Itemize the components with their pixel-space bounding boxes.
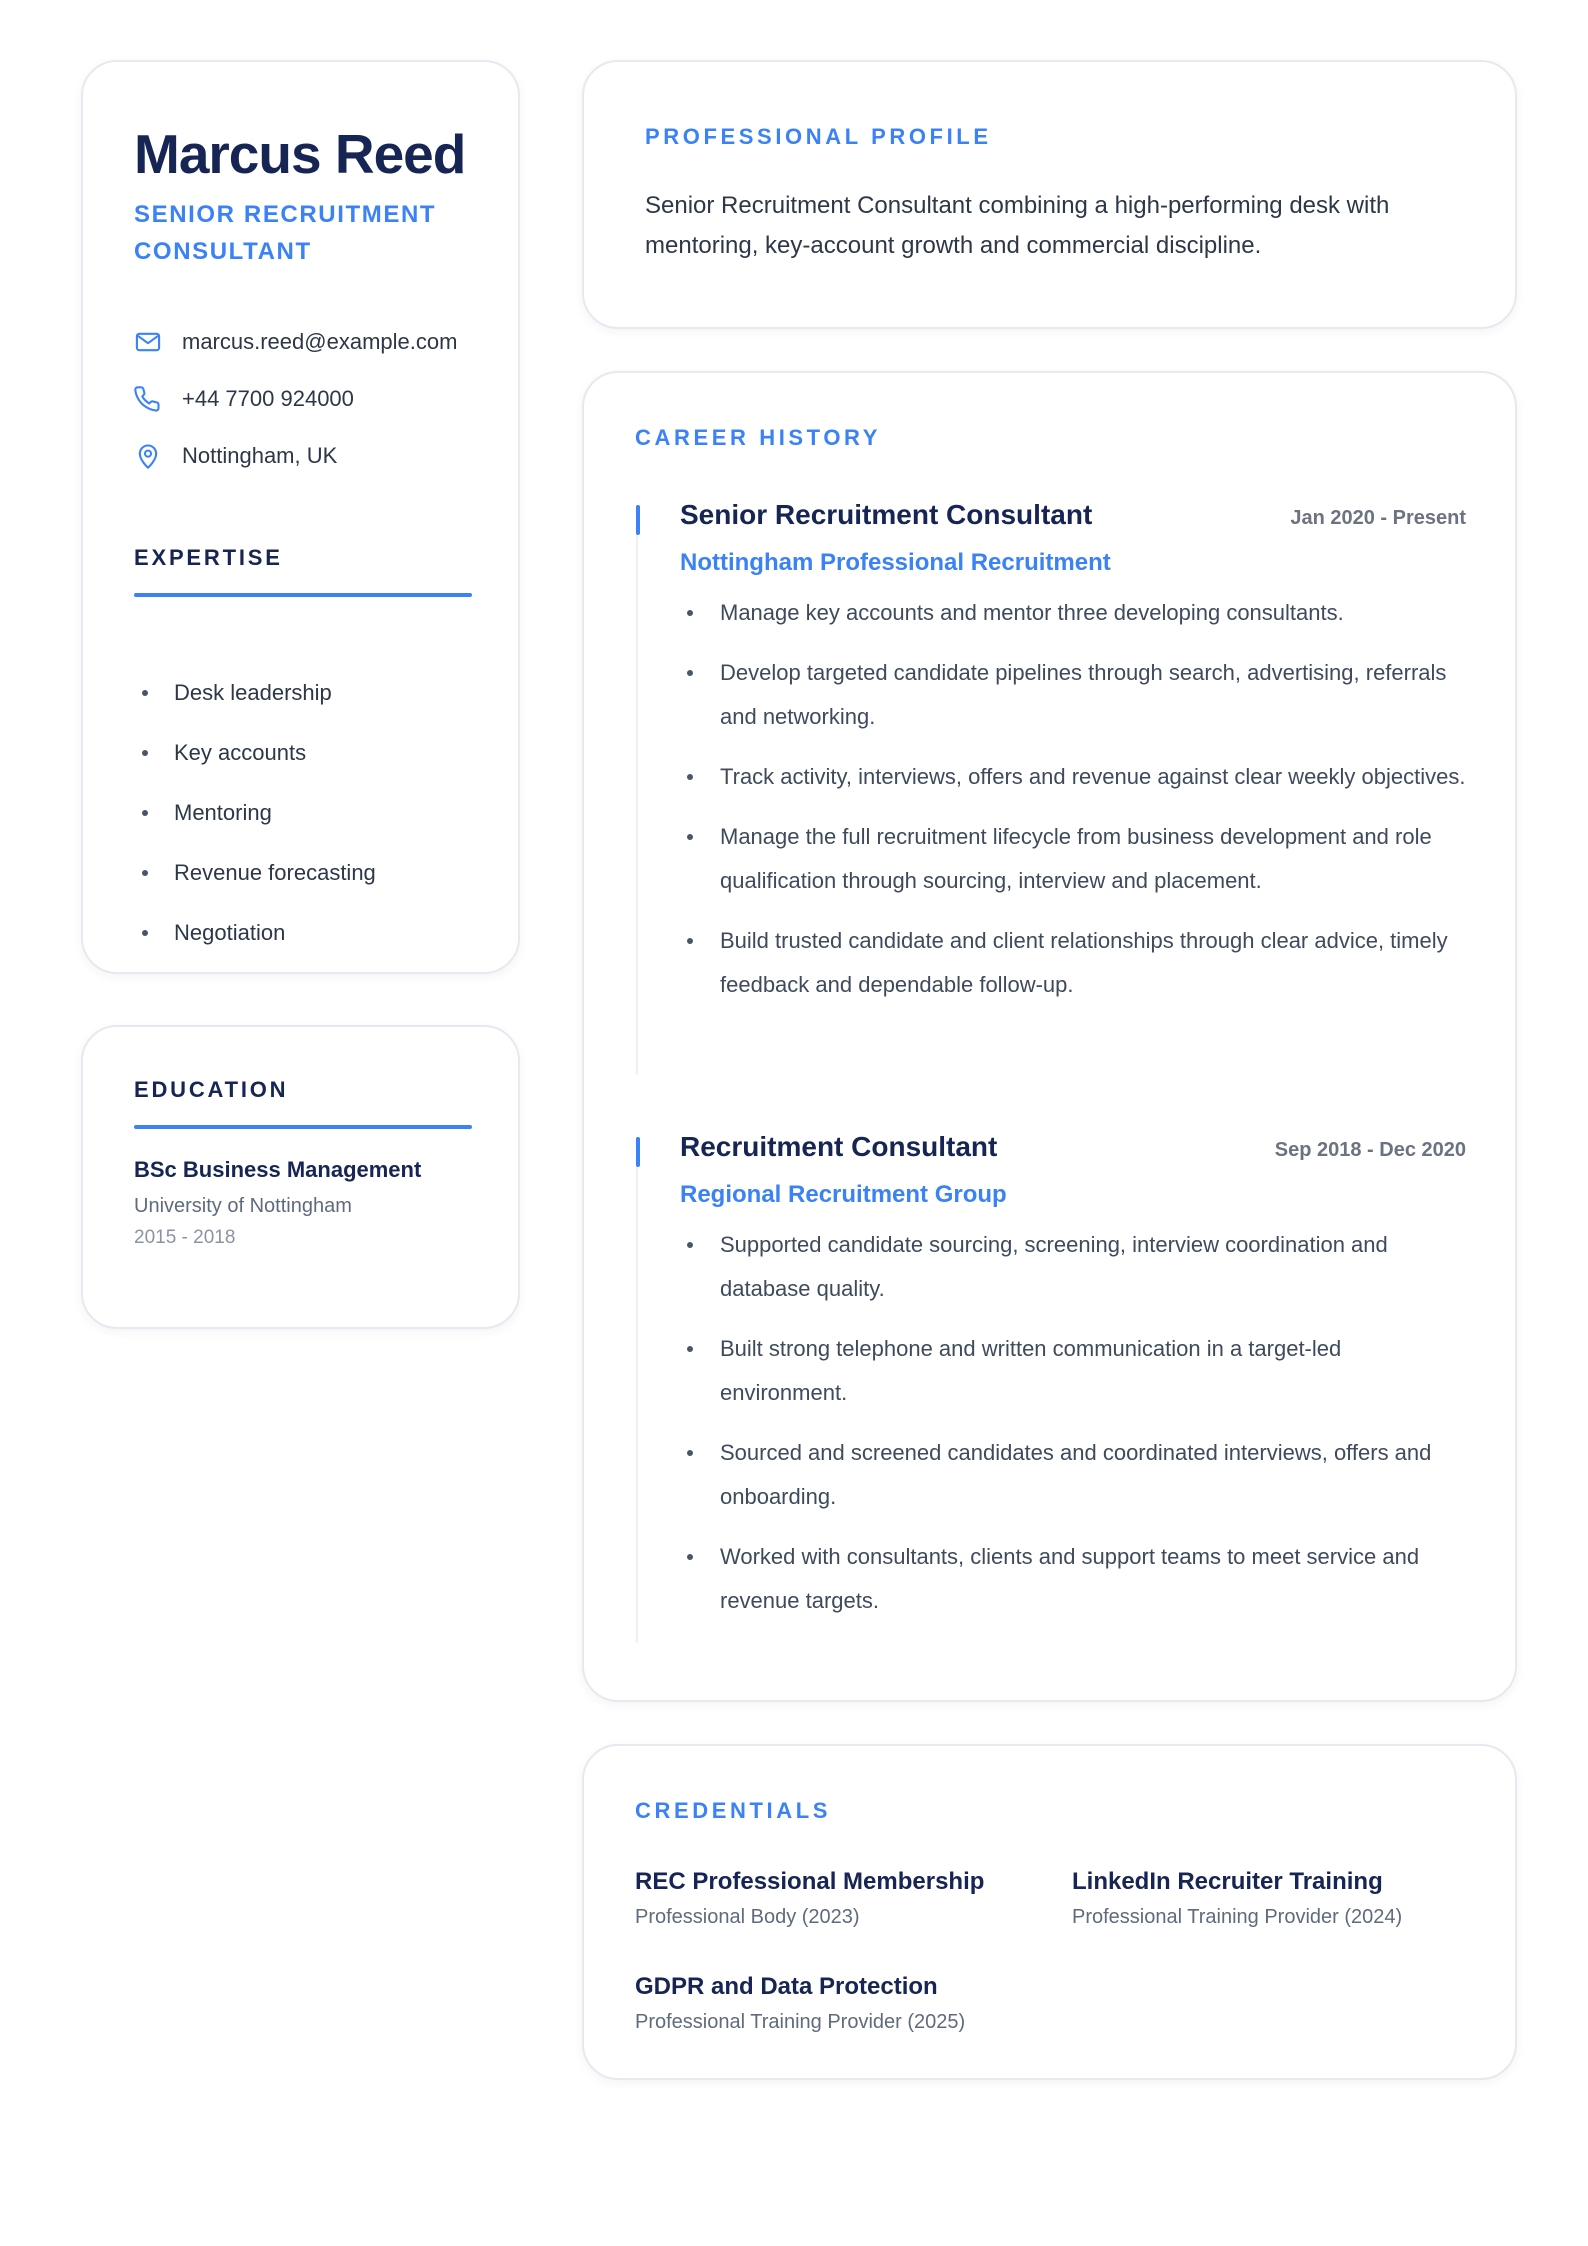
credential-name: REC Professional Membership bbox=[635, 1868, 985, 1895]
bullet-dot bbox=[142, 870, 148, 876]
job-dates: Sep 2018 - Dec 2020 bbox=[1274, 1139, 1466, 1161]
bullet-dot bbox=[687, 610, 693, 616]
list-item bbox=[134, 663, 474, 723]
list-item bbox=[680, 651, 1466, 739]
list-item bbox=[134, 903, 474, 963]
bullet-dot bbox=[142, 690, 148, 696]
list-item bbox=[134, 843, 474, 903]
skill-text: Desk leadership bbox=[174, 680, 332, 705]
skill-text: Negotiation bbox=[174, 920, 286, 945]
list-item bbox=[680, 1431, 1466, 1519]
credential-name: GDPR and Data Protection bbox=[635, 1973, 938, 2000]
list-item bbox=[680, 919, 1466, 1007]
education-degree: BSc Business Management bbox=[134, 1157, 422, 1182]
expertise-list bbox=[134, 663, 474, 963]
bullet-text: Track activity, interviews, offers and revenue against clear weekly objectives. bbox=[720, 764, 1466, 789]
list-item bbox=[680, 1327, 1466, 1415]
phone-icon bbox=[134, 385, 162, 413]
contact-email-text: marcus.reed@example.com bbox=[182, 329, 458, 354]
job-timeline-line bbox=[636, 505, 638, 1075]
credential-issuer: Professional Body (2023) bbox=[635, 1906, 860, 1928]
list-item bbox=[680, 1535, 1466, 1623]
credential-item bbox=[1072, 1868, 1492, 1929]
bullet-text: Develop targeted candidate pipelines through search, advertising, referrals and networking. bbox=[720, 660, 1447, 729]
bullet-text: Manage key accounts and mentor three developing consultants. bbox=[720, 600, 1344, 625]
list-item bbox=[680, 1223, 1466, 1311]
bullet-dot bbox=[687, 1242, 693, 1248]
education-card bbox=[81, 1025, 520, 1329]
contact-email[interactable] bbox=[134, 324, 494, 360]
job-company: Nottingham Professional Recruitment bbox=[680, 549, 1111, 576]
profile-card bbox=[81, 60, 520, 974]
bullet-dot bbox=[687, 1554, 693, 1560]
bullet-dot bbox=[142, 750, 148, 756]
contact-phone-text: +44 7700 924000 bbox=[182, 386, 354, 411]
job-bullet-list bbox=[680, 591, 1466, 1023]
bullet-text: Sourced and screened candidates and coordinated interviews, offers and onboarding. bbox=[720, 1440, 1432, 1509]
list-item bbox=[134, 723, 474, 783]
bullet-dot bbox=[687, 1346, 693, 1352]
contact-location bbox=[134, 438, 494, 474]
skill-text: Mentoring bbox=[174, 800, 272, 825]
list-item bbox=[680, 591, 1466, 635]
bullet-dot bbox=[142, 810, 148, 816]
job-title: Recruitment Consultant bbox=[680, 1131, 998, 1162]
candidate-role: SENIOR RECRUITMENT CONSULTANT bbox=[134, 201, 437, 265]
credential-name: LinkedIn Recruiter Training bbox=[1072, 1868, 1383, 1895]
summary-heading: PROFESSIONAL PROFILE bbox=[645, 124, 992, 149]
bullet-dot bbox=[142, 930, 148, 936]
candidate-name: Marcus Reed bbox=[134, 123, 466, 185]
job-entry bbox=[636, 499, 1466, 1075]
job-timeline-marker bbox=[636, 505, 640, 535]
education-divider bbox=[134, 1125, 472, 1129]
credentials-heading: CREDENTIALS bbox=[635, 1798, 832, 1823]
location-pin-icon bbox=[134, 442, 162, 470]
education-school: University of Nottingham bbox=[134, 1195, 352, 1217]
skill-text: Revenue forecasting bbox=[174, 860, 376, 885]
bullet-text: Manage the full recruitment lifecycle from business development and role qualification through sourcing, interview and placement. bbox=[720, 824, 1432, 893]
credential-issuer: Professional Training Provider (2025) bbox=[635, 2011, 966, 2033]
education-years: 2015 - 2018 bbox=[134, 1227, 236, 1248]
job-title: Senior Recruitment Consultant bbox=[680, 499, 1093, 530]
credential-item bbox=[635, 1973, 1055, 2034]
bullet-dot bbox=[687, 670, 693, 676]
job-company: Regional Recruitment Group bbox=[680, 1181, 1007, 1208]
bullet-dot bbox=[687, 834, 693, 840]
list-item bbox=[680, 755, 1466, 799]
career-card bbox=[582, 371, 1517, 1702]
job-bullet-list bbox=[680, 1223, 1466, 1639]
mail-icon bbox=[134, 328, 162, 356]
summary-card bbox=[582, 60, 1517, 329]
contact-location-text: Nottingham, UK bbox=[182, 443, 338, 468]
career-heading: CAREER HISTORY bbox=[635, 425, 881, 450]
bullet-text: Supported candidate sourcing, screening, interview coordination and database quality. bbox=[720, 1232, 1388, 1301]
bullet-text: Worked with consultants, clients and support teams to meet service and revenue targets. bbox=[720, 1544, 1420, 1613]
bullet-dot bbox=[687, 774, 693, 780]
skill-text: Key accounts bbox=[174, 740, 307, 765]
bullet-dot bbox=[687, 938, 693, 944]
job-entry bbox=[636, 1131, 1466, 1643]
education-heading: EDUCATION bbox=[134, 1077, 289, 1102]
job-timeline-line bbox=[636, 1137, 638, 1643]
summary-text: Senior Recruitment Consultant combining a high-performing desk with mentoring, key-account growth and commercial discipline. bbox=[645, 192, 1390, 259]
bullet-text: Build trusted candidate and client relationships through clear advice, timely feedback and dependable follow-up. bbox=[720, 928, 1448, 997]
expertise-heading: EXPERTISE bbox=[134, 545, 283, 570]
contact-phone[interactable] bbox=[134, 381, 494, 417]
bullet-dot bbox=[687, 1450, 693, 1456]
bullet-text: Built strong telephone and written communication in a target-led environment. bbox=[720, 1336, 1342, 1405]
credential-issuer: Professional Training Provider (2024) bbox=[1072, 1906, 1403, 1928]
expertise-divider bbox=[134, 593, 472, 597]
credential-item bbox=[635, 1868, 1055, 1929]
job-dates: Jan 2020 - Present bbox=[1290, 507, 1466, 529]
job-timeline-marker bbox=[636, 1137, 640, 1167]
credentials-card bbox=[582, 1744, 1517, 2080]
list-item bbox=[134, 783, 474, 843]
list-item bbox=[680, 815, 1466, 903]
